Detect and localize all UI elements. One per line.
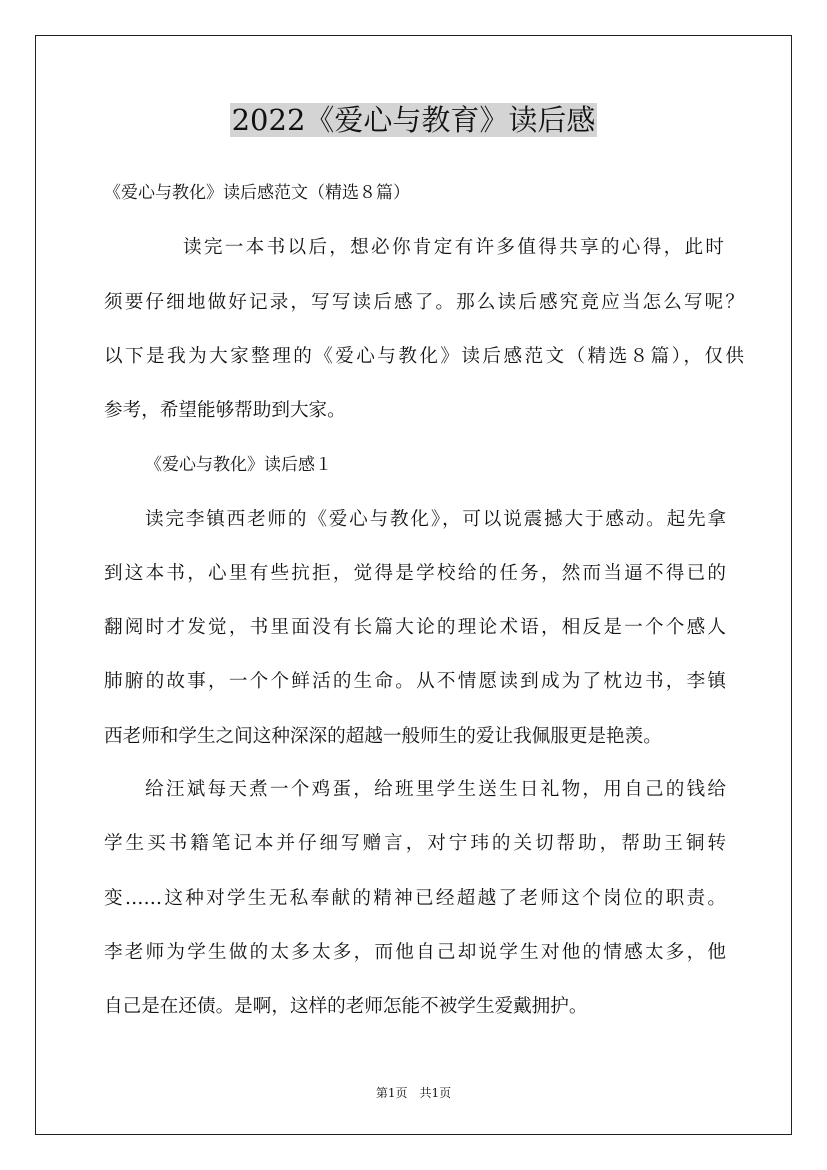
intro-line: 以下是我为大家整理的《爱心与教化》读后感范文（精选８篇），仅供 xyxy=(104,346,744,367)
page-footer: 第1页 共1页 xyxy=(375,1086,452,1100)
paragraph-line: 学生买书籍笔记本并仔细写赠言，对宁玮的关切帮助，帮助王铜转 xyxy=(104,833,726,854)
paragraph-line: 李老师为学生做的太多太多，而他自己却说学生对他的情感太多，他 xyxy=(104,942,726,963)
intro-line: 读完一本书以后，想必你肯定有许多值得共享的心得，此时 xyxy=(183,237,724,258)
document-title-text: 2022《爱心与教育》读后感 xyxy=(231,103,596,137)
paragraph-line: 到这本书，心里有些抗拒，觉得是学校给的任务，然而当逼不得已的 xyxy=(104,563,726,584)
intro-line: 须要仔细地做好记录，写写读后感了。那么读后感究竟应当怎么写呢？ xyxy=(104,292,744,313)
section-heading: 《爱心与教化》读后感１ xyxy=(145,455,332,475)
intro-line: 参考，希望能够帮助到大家。 xyxy=(104,400,346,421)
paragraph-line: 西老师和学生之间这种深深的超越一般师生的爱让我佩服更是艳羡。 xyxy=(104,726,662,747)
document-title xyxy=(0,100,827,140)
paragraph-line: 变……这种对学生无私奉献的精神已经超越了老师这个岗位的职责。 xyxy=(104,888,726,909)
paragraph-line: 给汪斌每天煮一个鸡蛋，给班里学生送生日礼物，用自己的钱给 xyxy=(145,779,726,800)
paragraph-line: 自己是在还债。是啊，这样的老师怎能不被学生爱戴拥护。 xyxy=(104,996,588,1017)
paragraph-line: 肺腑的故事，一个个鲜活的生命。从不情愿读到成为了枕边书，李镇 xyxy=(104,671,726,692)
paragraph-line: 翻阅时才发觉，书里面没有长篇大论的理论术语，相反是一个个感人 xyxy=(104,617,726,638)
document-subtitle: 《爱心与教化》读后感范文（精选８篇） xyxy=(104,183,410,203)
paragraph-line: 读完李镇西老师的《爱心与教化》，可以说震撼大于感动。起先拿 xyxy=(145,509,726,530)
